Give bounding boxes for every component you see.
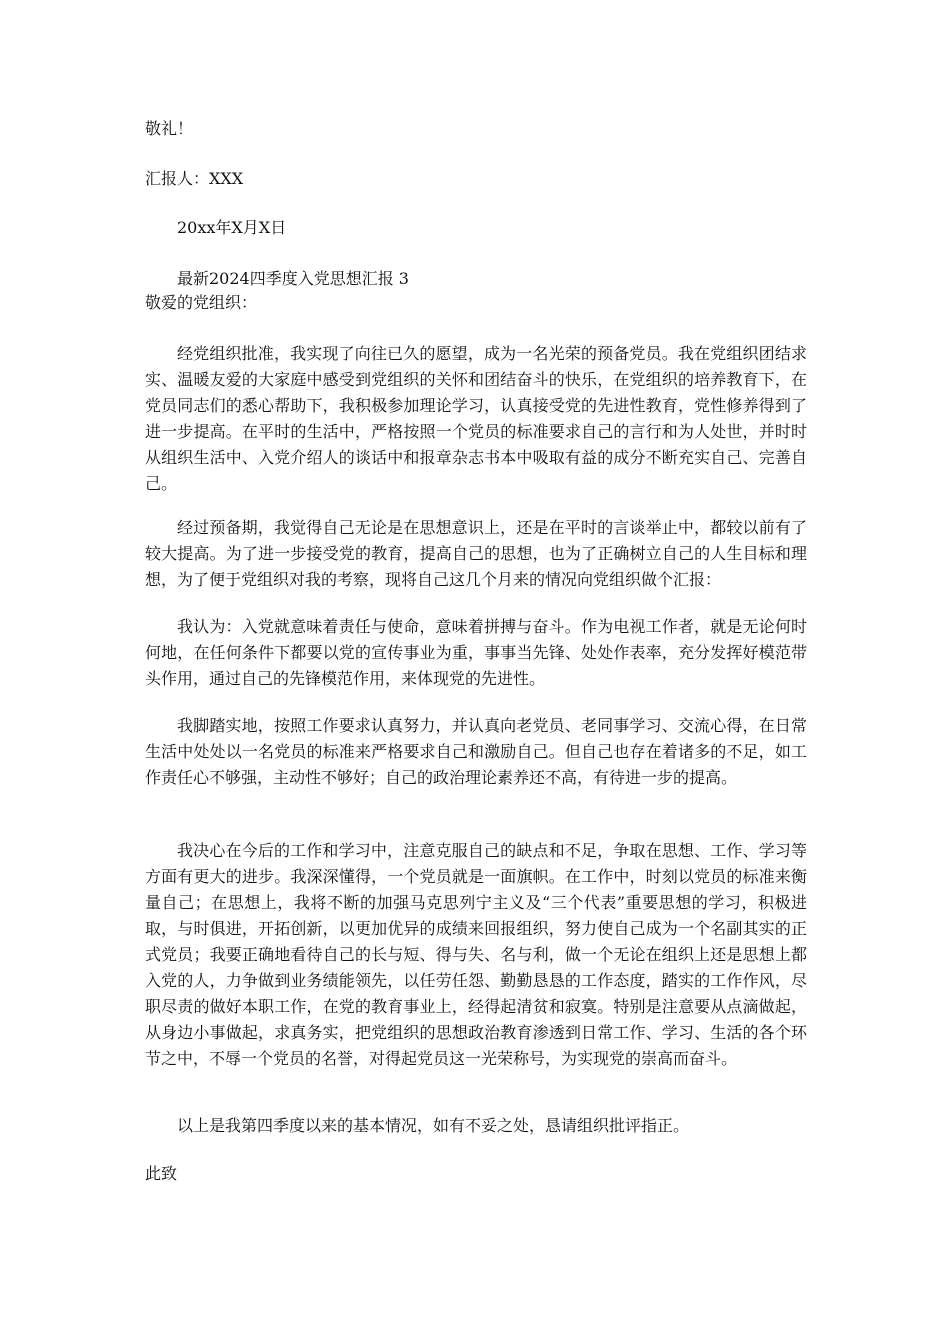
paragraph: 我认为：入党就意味着责任与使命，意味着拼搏与奋斗。作为电视工作者，就是无论何时何地，在任何条件下都要以党的宣传事业为重，事事当先锋、处处作表率，充分发挥好模范带头作用，通过自己的先锋模范作用，来体现党的先进性。 [145,617,807,688]
report-title: 最新2024四季度入党思想汇报 3 [177,269,409,288]
closing-salute: 敬礼！ [145,119,194,138]
paragraph: 经党组织批准，我实现了向往已久的愿望，成为一名光荣的预备党员。我在党组织团结求实、温暖友爱的大家庭中感受到党组织的关怀和团结奋斗的快乐，在党组织的培养教育下，在党员同志们的悉心帮助下，我积极参加理论学习，认真接受党的先进性教育，党性修养得到了进一步提高。在平时的生活中，严格按照一个党员的标准要求自己的言行和为人处世，并时时从组织生活中、入党介绍人的谈话中和报章杂志书本中吸取有益的成分不断充实自己、完善自己。 [145,344,807,493]
paragraph: 我脚踏实地，按照工作要求认真努力，并认真向老党员、老同事学习、交流心得，在日常生活中处处以一名党员的标准来严格要求自己和激励自己。但自己也存在着诸多的不足，如工作责任心不够强，主动性不够好；自己的政治理论素养还不高，有待进一步的提高。 [145,716,807,787]
date-line: 20xx年X月X日 [177,218,287,237]
greeting: 敬爱的党组织： [145,293,258,312]
reporter-line: 汇报人：XXX [145,169,244,188]
closing-start: 此致 [145,1164,178,1183]
paragraph: 经过预备期，我觉得自己无论是在思想意识上，还是在平时的言谈举止中，都较以前有了较大提高。为了进一步接受党的教育，提高自己的思想，也为了正确树立自己的人生目标和理想，为了便于党组织对我的考察，现将自己这几个月来的情况向党组织做个汇报： [145,518,807,589]
paragraph: 我决心在今后的工作和学习中，注意克服自己的缺点和不足，争取在思想、工作、学习等方面有更大的进步。我深深懂得，一个党员就是一面旗帜。在工作中，时刻以党员的标准来衡量自己；在思想上，我将不断的加强马克思列宁主义及“三个代表”重要思想的学习，积极进取，与时俱进，开拓创新，以更加优异的成绩来回报组织，努力使自己成为一个名副其实的正式党员；我要正确地看待自己的长与短、得与失、名与利，做一个无论在组织上还是思想上都入党的人，力争做到业务绩能领先，以任劳任怨、勤勤恳恳的工作态度，踏实的工作作风，尽职尽责的做好本职工作，在党的教育事业上，经得起清贫和寂寞。特别是注意要从点滴做起，从身边小事做起，求真务实，把党组织的思想政治教育渗透到日常工作、学习、生活的各个环节之中，不辱一个党员的名誉，对得起党员这一光荣称号，为实现党的崇高而奋斗。 [145,841,807,1068]
paragraph: 以上是我第四季度以来的基本情况，如有不妥之处，恳请组织批评指正。 [177,1116,690,1135]
